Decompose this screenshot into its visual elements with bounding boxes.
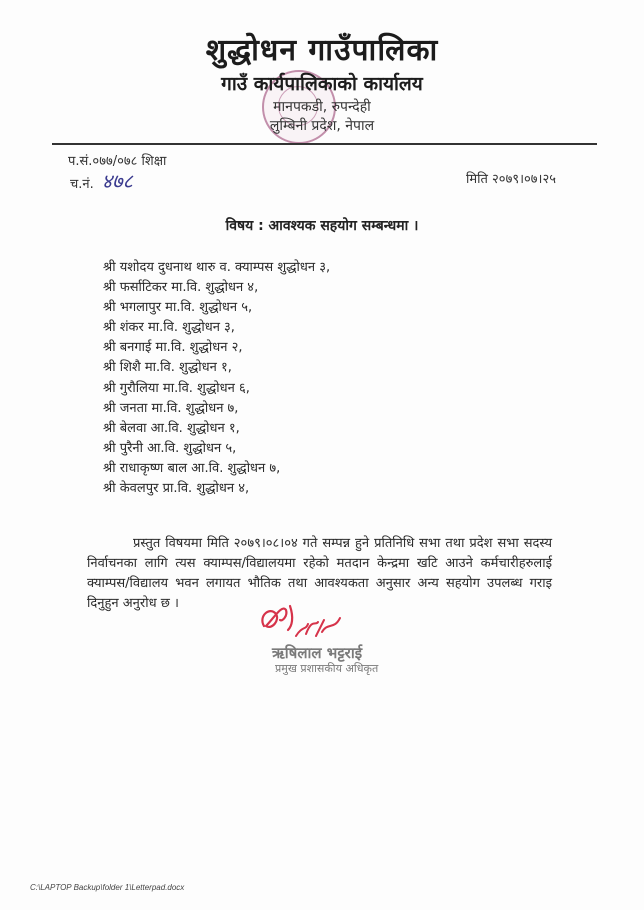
recipient-list	[103, 258, 330, 499]
reference-number: प.सं.०७७/०७८ शिक्षा	[68, 154, 167, 169]
letter-date: मिति २०७९।०७।२५	[466, 172, 556, 187]
org-name: शुद्धोधन गाउँपालिका	[205, 33, 439, 68]
footer-file-path: C:\LAPTOP Backup\folder 1\Letterpad.docx	[30, 883, 185, 892]
recipient-item: श्री जनता मा.वि. शुद्धोधन ७,	[103, 400, 239, 416]
dispatch-number-handwritten: ४७८	[101, 169, 133, 193]
address-line-2: लुम्बिनी प्रदेश, नेपाल	[269, 118, 375, 134]
recipient-item: श्री गुरौलिया मा.वि. शुद्धोधन ६,	[103, 380, 250, 396]
dispatch-number-label: च.नं.	[70, 177, 94, 192]
dispatch-number-row	[70, 167, 133, 194]
recipient-item: श्री केवलपुर प्रा.वि. शुद्धोधन ४,	[103, 481, 250, 497]
recipient-item: श्री शंकर मा.वि. शुद्धोधन ३,	[103, 320, 235, 336]
letter-body: प्रस्तुत विषयमा मिति २०७९।०८।०४ गते सम्पन्न हुने प्रतिनिधि सभा तथा प्रदेश सभा सदस्य निर्वाचनका लागि त्यस क्याम्पस/विद्यालयमा रहेको मतदान केन्द्रमा खटि आउने कर्मचारीहरुलाई क्याम्पस/विद्यालय भवन लगायत भौतिक तथा आवश्यकता अनुसार अन्य सहयोग उपलब्ध गराइ दिनुहुन अनुरोध छ ।	[87, 536, 552, 611]
recipient-item: श्री बनगाई मा.वि. शुद्धोधन २,	[103, 340, 243, 356]
recipient-item: श्री बेलवा आ.वि. शुद्धोधन १,	[103, 420, 240, 436]
recipient-item: श्री शिशै मा.वि. शुद्धोधन १,	[103, 360, 232, 376]
recipient-item: श्री यशोदय दुधनाथ थारु व. क्याम्पस शुद्धोधन ३,	[103, 260, 331, 275]
signatory-name-stamp: ऋषिलाल भट्टराई	[272, 644, 363, 662]
recipient-item: श्री भगलापुर मा.वि. शुद्धोधन ५,	[103, 300, 253, 316]
letter-subject: विषय : आवश्यक सहयोग सम्बन्धमा ।	[225, 218, 419, 234]
address-line-1: मानपकडी, रुपन्देही	[273, 99, 371, 115]
recipient-item: श्री पुरैनी आ.वि. शुद्धोधन ५,	[103, 440, 237, 456]
signatory-title-stamp: प्रमुख प्रशासकीय अधिकृत	[275, 662, 379, 675]
header-divider	[52, 143, 597, 145]
handwritten-signature-icon	[256, 596, 346, 644]
recipient-item: श्री फर्साटिकर मा.वि. शुद्धोधन ४,	[103, 280, 259, 296]
recipient-item: श्री राधाकृष्ण बाल आ.वि. शुद्धोधन ७,	[103, 460, 281, 476]
office-name: गाउँ कार्यपालिकाको कार्यालय	[221, 73, 423, 95]
